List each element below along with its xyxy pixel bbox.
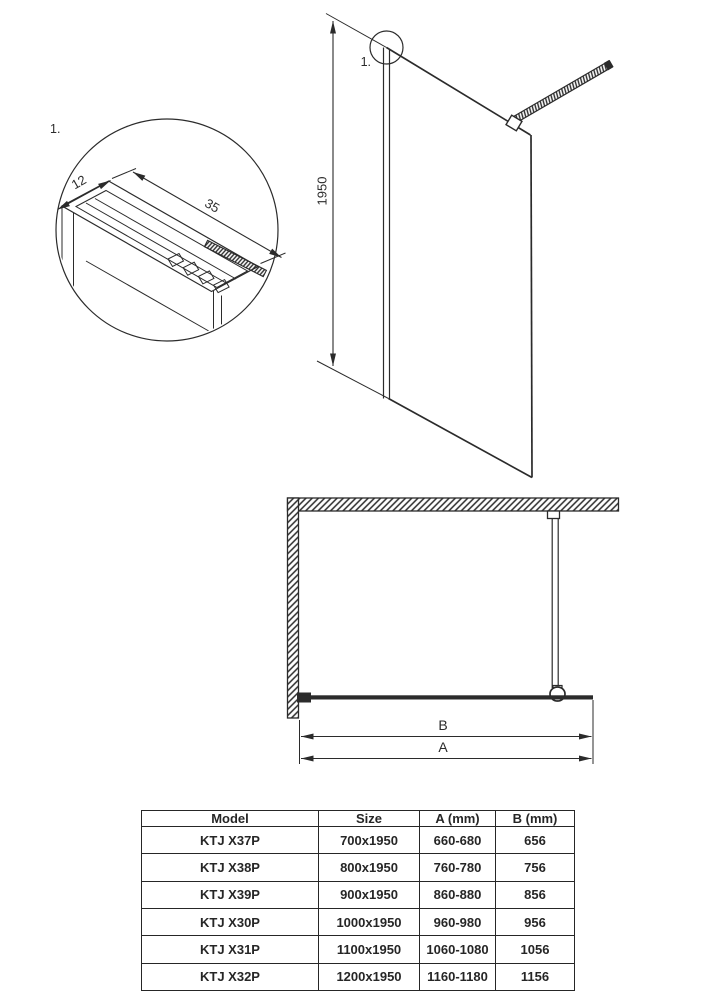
support-bar-thread — [204, 240, 266, 276]
col-header-a: A (mm) — [420, 811, 496, 827]
cell-size: 900x1950 — [319, 881, 420, 908]
cell-a: 1160-1180 — [420, 963, 496, 990]
size-table — [141, 810, 575, 991]
cell-b: 1056 — [496, 936, 575, 963]
cell-a: 660-680 — [420, 827, 496, 854]
cell-a: 960-980 — [420, 908, 496, 935]
cell-a: 760-780 — [420, 854, 496, 881]
side-wall-hatch — [288, 498, 299, 718]
cell-size: 700x1950 — [319, 827, 420, 854]
clamp-tooth — [183, 262, 199, 275]
col-header-size: Size — [319, 811, 420, 827]
support-bar — [514, 60, 613, 123]
cell-a: 860-880 — [420, 881, 496, 908]
cell-size: 800x1950 — [319, 854, 420, 881]
wall-profile-channel — [76, 191, 248, 288]
glass-panel-plan — [297, 695, 593, 699]
cell-b: 856 — [496, 881, 575, 908]
col-header-model: Model — [142, 811, 319, 827]
table-row — [142, 936, 575, 963]
cell-model: KTJ X30P — [142, 908, 319, 935]
table-row — [142, 963, 575, 990]
cell-size: 1200x1950 — [319, 963, 420, 990]
dim-height-label: 1950 — [314, 176, 330, 206]
clamp-tooth — [198, 271, 214, 284]
cell-model: KTJ X31P — [142, 936, 319, 963]
extension-line — [317, 361, 389, 399]
detail-callout-label: 1. — [50, 122, 61, 136]
detail-view — [50, 119, 286, 345]
table-row — [142, 881, 575, 908]
cell-model: KTJ X39P — [142, 881, 319, 908]
dim-a-label: A — [438, 739, 448, 755]
top-wall-hatch — [288, 498, 619, 511]
table-header-row — [142, 811, 575, 827]
glass-bottom-edge — [389, 399, 533, 478]
cell-model: KTJ X38P — [142, 854, 319, 881]
table-row — [142, 854, 575, 881]
col-header-b: B (mm) — [496, 811, 575, 827]
detail-profile-section — [62, 199, 266, 346]
cell-model: KTJ X32P — [142, 963, 319, 990]
table-row — [142, 908, 575, 935]
cell-b: 756 — [496, 854, 575, 881]
cell-b: 956 — [496, 908, 575, 935]
cell-b: 1156 — [496, 963, 575, 990]
front-view — [315, 14, 614, 478]
cell-size: 1000x1950 — [319, 908, 420, 935]
front-callout-label: 1. — [360, 55, 371, 69]
plan-view — [288, 498, 619, 764]
dim-b-label: B — [438, 717, 448, 733]
clamp-tooth — [168, 254, 184, 267]
dim-width-label: 35 — [202, 195, 223, 216]
glass-right-edge — [531, 135, 532, 478]
cell-model: KTJ X37P — [142, 827, 319, 854]
extension-line — [326, 14, 387, 48]
cell-a: 1060-1080 — [420, 936, 496, 963]
extension-line — [112, 169, 136, 179]
dim-depth-label: 12 — [68, 171, 89, 193]
table-row — [142, 827, 575, 854]
cell-size: 1100x1950 — [319, 936, 420, 963]
cell-b: 656 — [496, 827, 575, 854]
support-bar-wall-mount — [548, 511, 560, 519]
